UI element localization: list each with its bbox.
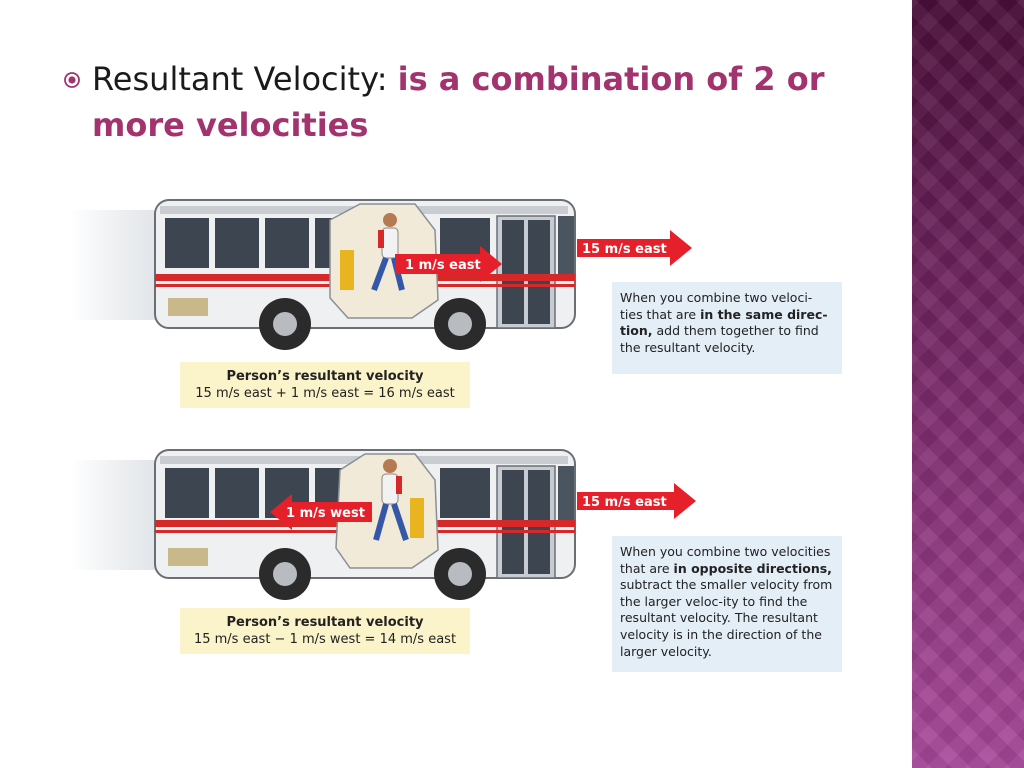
bus-velocity-label: 15 m/s east xyxy=(582,242,667,257)
heading-term: Resultant Velocity: xyxy=(92,60,388,98)
note-text-end: add them together to find the resultant velocity. xyxy=(620,323,819,355)
caption-equation: 15 m/s east + 1 m/s east = 16 m/s east xyxy=(195,386,455,401)
circled-dot-bullet-icon xyxy=(62,70,82,90)
note-text-bold: in the same direc-tion, xyxy=(620,306,828,339)
slide-heading xyxy=(92,56,892,148)
caption-title: Person’s resultant velocity xyxy=(226,615,424,630)
bus-velocity-label: 15 m/s east xyxy=(582,495,667,510)
caption-title: Person’s resultant velocity xyxy=(226,369,424,384)
person-velocity-label: 1 m/s west xyxy=(286,506,365,521)
person-velocity-label: 1 m/s east xyxy=(405,258,481,273)
explanation-note xyxy=(612,536,842,672)
figure-opposite-directions xyxy=(60,440,860,680)
resultant-caption xyxy=(180,608,470,654)
caption-equation: 15 m/s east − 1 m/s west = 14 m/s east xyxy=(193,632,457,647)
note-text-start: When you combine two veloci-ties that are xyxy=(620,290,813,322)
heading-definition: is a combination of 2 or more velocities xyxy=(92,60,825,144)
note-text-bold: in opposite directions, xyxy=(673,560,832,576)
figure-same-direction xyxy=(60,190,860,430)
resultant-caption xyxy=(180,362,470,408)
note-text-end: subtract the smaller velocity from the larger veloc-ity to find the resultant velocity. The resultant velocity is in the direction of the larger velocity. xyxy=(620,577,833,659)
note-text-start: When you combine two velocities that are xyxy=(620,544,831,576)
explanation-note xyxy=(612,282,842,374)
decorative-side-band xyxy=(912,0,1024,768)
